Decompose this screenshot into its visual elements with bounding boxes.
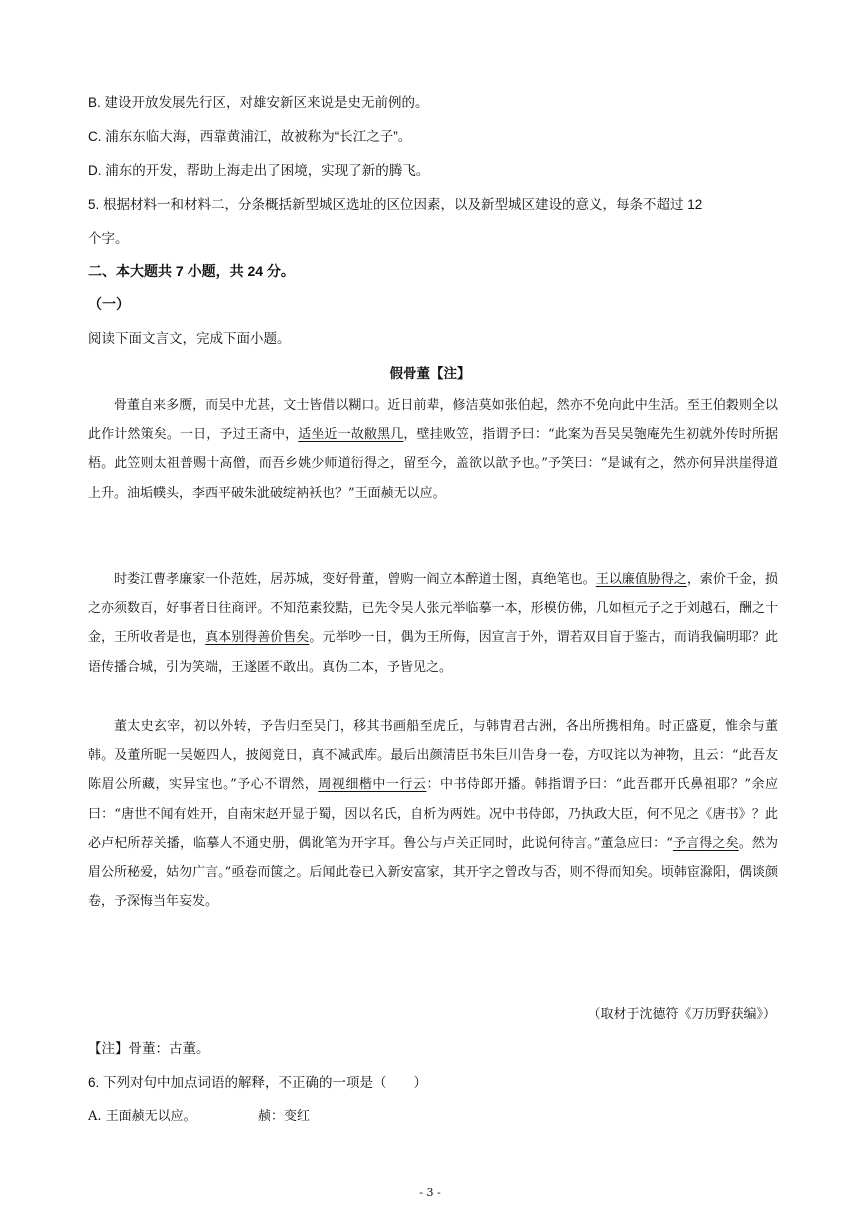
section-heading: 二、本大题共 7 小题，共 24 分。 bbox=[88, 263, 295, 279]
page-number: - 3 - bbox=[419, 1186, 441, 1199]
question-5-line1: 5. 根据材料一和材料二，分条概括新型城区选址的区位因素，以及新型城区建设的意义，每条不超过 12 bbox=[88, 197, 703, 212]
p1-text-b: ，壁挂败笠，指谓予曰：“此案为吾吴吴匏庵先生初就外传时所据梧。此笠则太祖普赐十高僧，而吾乡姚少师道衍得之，留至今，盖欲以歆予也。”予笑曰：“是诚有之，然亦何异洪崖得道上升。油垢幞头，李西平破朱泚破绽衲袄也？”王面赪无以应。 bbox=[88, 427, 778, 501]
question-6-option-a bbox=[88, 1105, 311, 1124]
option-d: D. 浦东的开发，帮助上海走出了困境，实现了新的腾飞。 bbox=[88, 163, 430, 178]
option-a-sentence: A. 王面赪无以应。 bbox=[88, 1109, 197, 1124]
passage-paragraph-2 bbox=[88, 565, 778, 682]
p3-text-a: 董太史玄宰，初以外转，予告归至吴门，移其书画船至虎丘，与韩胄君古洲，各出所携相角。时正盛夏，惟余与董韩。及董所昵一吴姬四人，披阅竟日，真不减武库。最后出颜清臣书朱巨川告身一卷，方叹诧以为神物，且云：“此吾友陈眉公所藏，实异宝也。”予心不谓然， bbox=[88, 719, 778, 793]
option-c: C. 浦东东临大海，西靠黄浦江，故被称为“长江之子”。 bbox=[88, 129, 412, 144]
subsection-label: （一） bbox=[88, 296, 130, 312]
p2-text-c: 。元举吵一日，偶为王所侮，因宣言于外，谓若双目盲于鉴古，而诮我偏明耶？此语传播合城，引为笑端，王遂匿不敢出。真伪二本，予皆见之。 bbox=[88, 630, 778, 675]
passage-title: 假骨董【注】 bbox=[389, 366, 471, 382]
question-5-line2: 个字。 bbox=[88, 231, 129, 246]
passage-paragraph-3 bbox=[88, 712, 778, 916]
passage-paragraph-1 bbox=[88, 391, 778, 508]
p3-text-b: ：中书侍郎开播。韩指谓予曰：“此吾郡开氏鼻祖耶？”余应曰：“唐世不闻有姓开，自南宋赵开显于蜀，因以名氏，自析为两姓。况中书侍郎，乃执政大臣，何不见之《唐书》？此必卢杞所荐关播，临摹人不通史册，偶讹笔为开字耳。鲁公与卢关正同时，此说何待言。”董急应曰：“ bbox=[88, 777, 778, 851]
p2-text-b: ，索价千金，损之亦须数百，好事者日往商评。不知范素狡黠，已先令吴人张元举临摹一本，形模仿佛，几如桓元子之于刘越石，酬之十金，王所收者是也， bbox=[88, 572, 778, 646]
p1-text-a: 骨董自来多赝，而吴中尤甚，文士皆借以糊口。近日前辈，修洁莫如张伯起，然亦不免向此中生活。至王伯穀则全以此作计然策矣。一日，予过王斋中， bbox=[88, 398, 778, 443]
option-b: B. 建设开放发展先行区，对雄安新区来说是史无前例的。 bbox=[88, 95, 429, 110]
p1-underlined: 适坐近一故敝黑几 bbox=[298, 427, 404, 443]
p3-underlined-2: 予言得之矣 bbox=[672, 835, 739, 851]
passage-source: （取材于沈德符《万历野获编》） bbox=[587, 1007, 776, 1022]
p2-text-a: 时娄江曹孝廉家一仆范姓，居苏城，变好骨董，曾购一阎立本醉道士图，真绝笔也。 bbox=[114, 572, 596, 587]
option-a-gloss: 赪：变红 bbox=[258, 1109, 311, 1124]
p3-underlined-1: 周视细楷中一行云 bbox=[318, 777, 427, 793]
passage-note: 【注】骨董：古董。 bbox=[88, 1041, 210, 1056]
p2-underlined-1: 王以廉值胁得之 bbox=[595, 572, 687, 587]
p2-underlined-2: 真本别得善价售矣 bbox=[205, 630, 310, 646]
question-6-stem: 6. 下列对句中加点词语的解释，不正确的一项是（ ） bbox=[88, 1075, 428, 1090]
p3-text-c: 。然为眉公所秘爱，姑勿广言。”亟卷而箧之。后闻此卷已入新安富家，其开字之曾改与否，则不得而知矣。顷韩宦滁阳，偶谈颜卷，予深悔当年妄发。 bbox=[88, 835, 778, 910]
reading-instruction: 阅读下面文言文，完成下面小题。 bbox=[88, 331, 291, 346]
